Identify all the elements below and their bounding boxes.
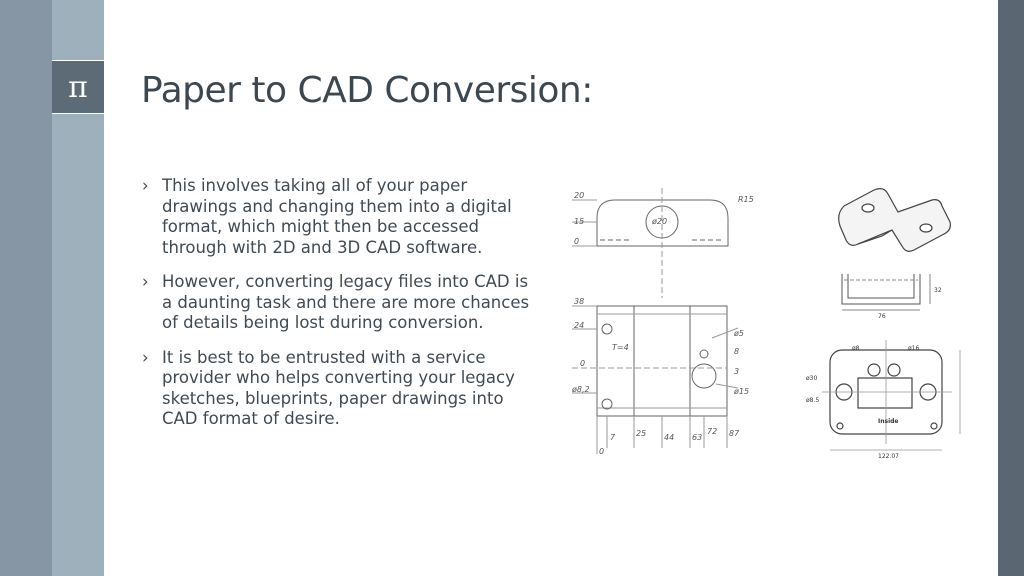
cad-label: 122.07 [878, 453, 899, 460]
bullet-item [142, 272, 537, 334]
sketch-label: 25 [636, 429, 647, 438]
cad-label: 32 [934, 287, 942, 294]
bullet-marker: › [142, 347, 149, 367]
sketch-label: 7 [610, 433, 616, 442]
sketch-label: ø8,2 [572, 385, 590, 394]
sketch-label: 15 [574, 217, 585, 226]
left-accent-bar [0, 0, 52, 576]
hand-sketch-drawing [572, 188, 738, 454]
sketch-label: 38 [574, 297, 585, 306]
sketch-label: T=4 [612, 343, 629, 352]
cad-section-view [842, 274, 930, 310]
sketch-label: 44 [664, 433, 675, 442]
sketch-label: 87 [729, 429, 740, 438]
technical-drawing-image [552, 178, 982, 463]
cad-label: ø8 [852, 345, 860, 352]
sketch-label: 72 [707, 427, 718, 436]
bullet-list [142, 176, 537, 444]
cad-label: 76 [878, 313, 886, 320]
sketch-label: 63 [692, 433, 703, 442]
cad-label: ø16 [908, 345, 920, 352]
paper-to-cad-illustration [552, 178, 982, 463]
bullet-text: However, converting legacy files into CAD is a daunting task and there are more chances of details being lost during conversion. [162, 272, 530, 332]
sketch-label: 24 [574, 321, 585, 330]
bullet-text: This involves taking all of your paper drawings and changing them into a digital format, which might then be accessed through with 2D and 3D CAD software. [162, 176, 512, 257]
pi-logo-icon [52, 60, 104, 114]
right-accent-bar [998, 0, 1024, 576]
sketch-label: ø20 [652, 217, 668, 226]
sketch-label: 0 [599, 447, 605, 456]
bullet-item [142, 176, 537, 258]
sketch-label: 8 [734, 347, 740, 356]
sketch-label: R15 [738, 195, 754, 204]
slide-title: Paper to CAD Conversion: [141, 70, 593, 111]
bullet-text: It is best to be entrusted with a service provider who helps converting your legacy sketches, blueprints, paper drawings into CAD format of desire. [162, 347, 515, 428]
sketch-label: 3 [734, 367, 740, 376]
bullet-marker: › [142, 176, 149, 195]
sketch-label: ø5 [734, 329, 744, 338]
sketch-label: 0 [574, 237, 580, 246]
cad-label: Inside [878, 418, 899, 425]
cad-label: ø30 [806, 375, 818, 382]
sketch-label: ø15 [734, 387, 750, 396]
sketch-label: 20 [574, 191, 585, 200]
isometric-bracket-model [839, 189, 951, 252]
cad-label: ø8.5 [806, 397, 820, 404]
sketch-label: 0 [580, 359, 586, 368]
bullet-item [142, 348, 537, 430]
pi-symbol: π [68, 69, 88, 105]
bullet-marker: › [142, 272, 149, 291]
cad-plan-view [822, 340, 960, 450]
